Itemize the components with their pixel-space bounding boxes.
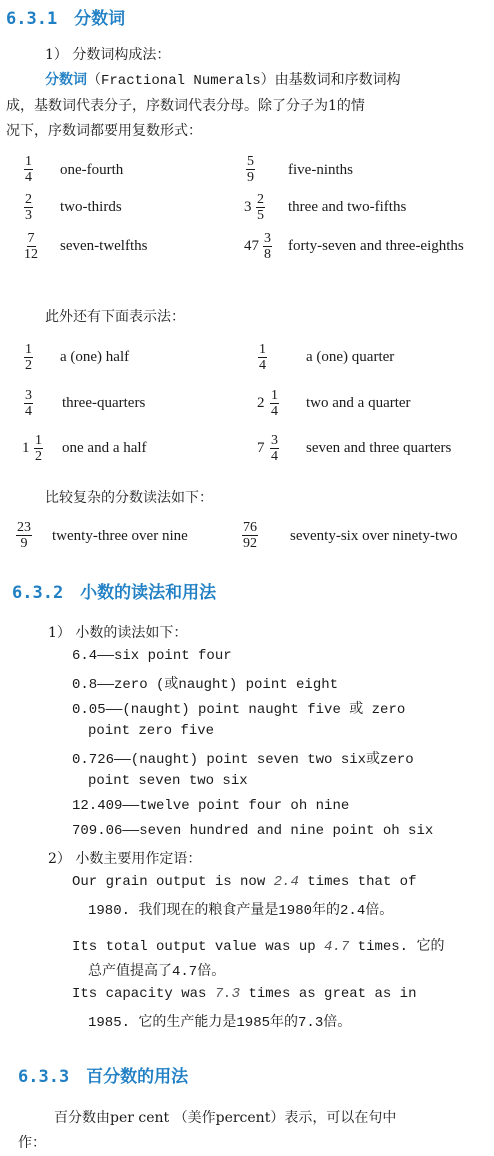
fraction-label: one and a half xyxy=(62,440,147,456)
example-line: Its total output value was up 4.7 times. 它的 xyxy=(72,939,445,955)
fraction-5-9: $\frac{5}{9}$ xyxy=(247,154,254,185)
complex-text: 比较复杂的分数读法如下： xyxy=(45,490,213,506)
paragraph-line-3: 况下，序数词都要用复数形式： xyxy=(6,123,202,139)
fraction-1-4: $\frac{1}{4}$ xyxy=(259,342,266,373)
decimal-line: 12.409——twelve point four oh nine xyxy=(72,798,350,814)
decimal-line: point seven two six xyxy=(88,773,248,789)
fraction-label: five-ninths xyxy=(288,162,353,178)
example-line: 1980. 我们现在的粮食产量是1980年的2.4倍。 xyxy=(88,903,394,919)
fraction-1-4: $\frac{1}{4}$ xyxy=(271,388,278,419)
fraction-label: twenty-three over nine xyxy=(52,528,188,544)
fraction-label: three-quarters xyxy=(62,395,146,411)
subheading-usage: 2） 小数主要用作定语： xyxy=(48,851,202,867)
paragraph-line: 百分数由per cent （美作percent）表示，可以在句中 xyxy=(54,1110,397,1126)
fraction-label: three and two-fifths xyxy=(288,199,407,215)
fraction-whole: 47 xyxy=(244,238,259,254)
fraction-label: a (one) quarter xyxy=(306,349,395,365)
fraction-1-2: $\frac{1}{2}$ xyxy=(35,433,42,464)
fraction-label: one-fourth xyxy=(60,162,124,178)
fraction-label: a (one) half xyxy=(60,349,130,365)
decimal-line: point zero five xyxy=(88,723,215,739)
also-text: 此外还有下面表示法： xyxy=(45,309,185,325)
fraction-whole: 3 xyxy=(244,199,252,215)
fraction-76-92: $\frac{76}{92}$ xyxy=(243,520,257,551)
fraction-label: two-thirds xyxy=(60,199,122,215)
subheading-construction: 1） 分数词构成法： xyxy=(45,47,171,63)
section-heading-6-3-1: 6.3.1 分数词 xyxy=(6,9,126,29)
fraction-23-9: $\frac{23}{9}$ xyxy=(17,520,31,551)
fraction-label: two and a quarter xyxy=(306,395,411,411)
fraction-label: seventy-six over ninety-two xyxy=(290,528,458,544)
section-heading-6-3-3: 6.3.3 百分数的用法 xyxy=(18,1067,189,1087)
decimal-line: 0.8——zero (或naught) point eight xyxy=(72,677,339,693)
decimal-line: 0.726——(naught) point seven two six或zero xyxy=(72,752,414,768)
subheading-reading: 1） 小数的读法如下： xyxy=(48,625,188,641)
example-line: 总产值提高了4.7倍。 xyxy=(88,964,226,980)
fraction-7-12: $\frac{7}{12}$ xyxy=(24,231,38,262)
fraction-2-3: $\frac{2}{3}$ xyxy=(25,192,32,223)
fraction-whole: 1 xyxy=(22,440,30,456)
fraction-3-8: $\frac{3}{8}$ xyxy=(264,231,271,262)
fraction-label: seven-twelfths xyxy=(60,238,148,254)
fraction-1-2: $\frac{1}{2}$ xyxy=(25,342,32,373)
section-heading-6-3-2: 6.3.2 小数的读法和用法 xyxy=(12,583,217,603)
fraction-whole: 2 xyxy=(257,395,265,411)
decimal-line: 709.06——seven hundred and nine point oh six xyxy=(72,823,434,839)
fraction-2-5: $\frac{2}{5}$ xyxy=(257,192,264,223)
decimal-line: 0.05——(naught) point naught five 或 zero xyxy=(72,702,406,718)
example-line: 1985. 它的生产能力是1985年的7.3倍。 xyxy=(88,1015,352,1031)
decimal-line: 6.4——six point four xyxy=(72,648,232,664)
fraction-label: forty-seven and three-eighths xyxy=(288,238,464,254)
fraction-3-4: $\frac{3}{4}$ xyxy=(271,433,278,464)
fraction-label: seven and three quarters xyxy=(306,440,452,456)
paragraph-line: 作： xyxy=(18,1135,46,1151)
example-line: Its capacity was 7.3 times as great as in xyxy=(72,986,417,1002)
example-line: Our grain output is now 2.4 times that of xyxy=(72,874,417,890)
term-fractional-numerals: 分数词 xyxy=(45,72,87,88)
fraction-whole: 7 xyxy=(257,440,265,456)
paragraph-line-2: 成，基数词代表分子，序数词代表分母。除了分子为1的情 xyxy=(6,98,365,114)
paragraph-line-1: 分数词（Fractional Numerals）由基数词和序数词构 xyxy=(45,72,401,89)
fraction-1-4: $\frac{1}{4}$ xyxy=(25,154,32,185)
fraction-3-4: $\frac{3}{4}$ xyxy=(25,388,32,419)
